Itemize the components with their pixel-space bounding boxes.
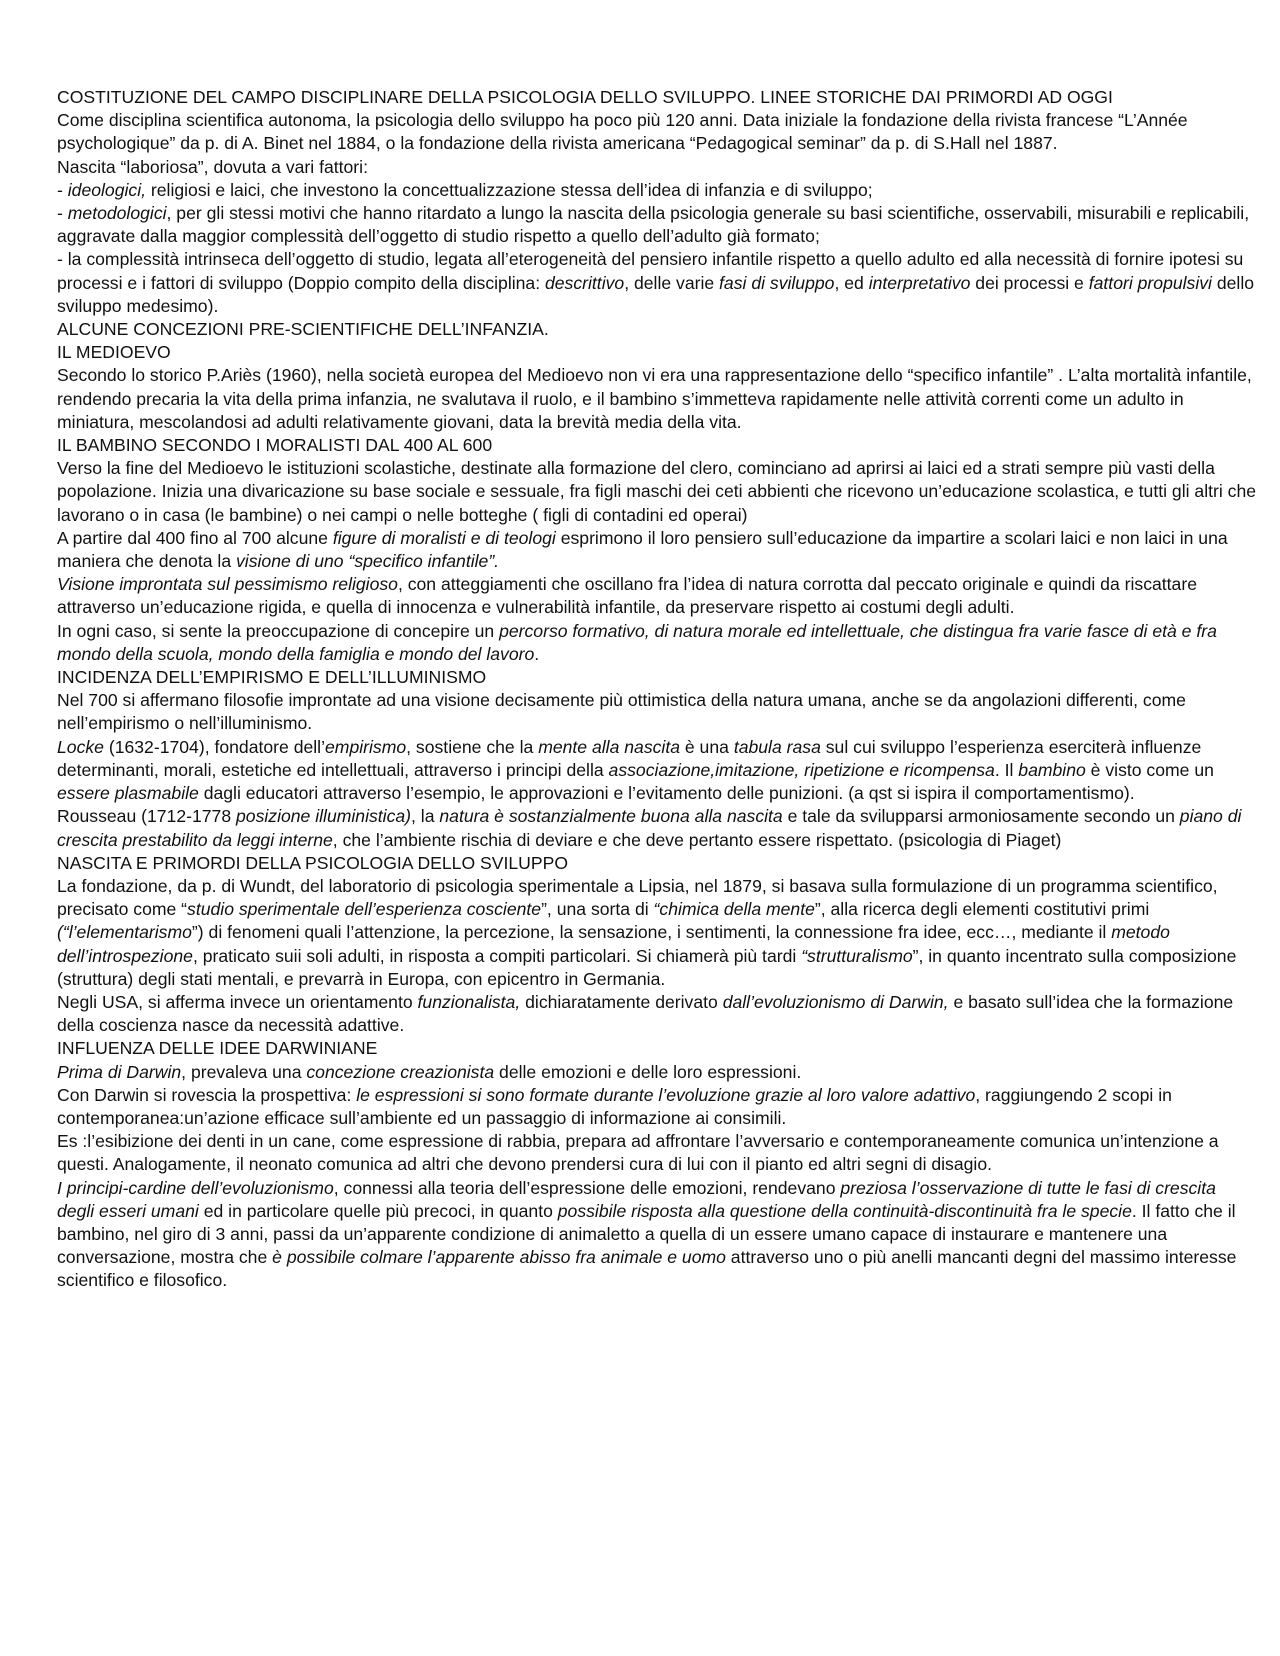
- text-paragraph: [57, 86, 1257, 109]
- italic-text-run: ideologici,: [67, 179, 146, 200]
- text-run: ”, in quanto incentrato sulla composizione (struttura) degli stati mentali, e prevarrà in Europa, con epicentro in Germania.: [57, 945, 1237, 989]
- text-run: Nascita “laboriosa”, dovuta a vari fattori:: [57, 156, 368, 177]
- text-run: Verso la fine del Medioevo le istituzioni scolastiche, destinate alla formazione del clero, cominciano ad aprirsi ai laici ed a strati sempre più vasti della popolazione. Inizia una divaricazione su base sociale e sessuale, fra figli maschi dei ceti abbienti che ricevono un’educazione scolastica, e tutti gli altri che lavorano o in casa (le bambine) o nei campi o nelle botteghe ( figli di contadini ed operai): [57, 458, 1257, 525]
- italic-text-run: figure di moralisti e di teologi: [332, 527, 556, 548]
- text-run: , raggiungendo 2 scopi in contemporanea:un’azione efficace sull’ambiente ed un passaggio di informazione ai consimili.: [57, 1084, 1172, 1128]
- text-run: Con Darwin si rovescia la prospettiva:: [57, 1084, 357, 1105]
- text-run: dei processi e: [970, 272, 1089, 293]
- text-paragraph: [57, 736, 1257, 806]
- text-run: COSTITUZIONE DEL CAMPO DISCIPLINARE DELLA PSICOLOGIA DELLO SVILUPPO. LINEE STORICHE DAI PRIMORDI AD OGGI: [57, 87, 1113, 107]
- italic-text-run: “strutturalismo: [801, 945, 913, 966]
- text-run: sul cui sviluppo l’esperienza eserciterà influenze determinanti, morali, estetiche ed intellettuali, attraverso i principi della: [57, 736, 1202, 780]
- italic-text-run: Visione improntata sul pessimismo religioso: [57, 574, 398, 595]
- document-page: [57, 86, 1257, 1293]
- text-run: ”, alla ricerca degli elementi costitutivi primi: [814, 899, 1150, 920]
- text-run: , connessi alla teoria dell’espressione delle emozioni, rendevano: [333, 1177, 841, 1198]
- text-run: , delle varie: [624, 272, 720, 293]
- italic-text-run: visione di uno “specifico infantile”.: [236, 551, 500, 572]
- text-run: , la: [411, 806, 440, 827]
- italic-text-run: è possibile colmare l’apparente abisso fra animale e uomo: [272, 1247, 726, 1268]
- italic-text-run: mente alla nascita: [538, 736, 680, 757]
- italic-text-run: concezione creazionista: [306, 1061, 495, 1082]
- text-run: INCIDENZA DELL’EMPIRISMO E DELL’ILLUMINISMO: [57, 667, 487, 688]
- text-paragraph: [57, 1037, 1257, 1060]
- text-paragraph: [57, 202, 1257, 248]
- text-paragraph: [57, 573, 1257, 619]
- text-paragraph: [57, 156, 1257, 179]
- text-run: La fondazione, da p. di Wundt, del laboratorio di psicologia sperimentale a Lipsia, nel 1879, si basava sulla formulazione di un programma scientifico, precisato come “: [57, 875, 1218, 920]
- text-paragraph: [57, 109, 1257, 155]
- text-run: è una: [680, 736, 734, 757]
- text-run: dagli educatori attraverso l’esempio, le approvazioni e l’evitamento delle punizioni. (a qst si ispira il comportamentismo).: [198, 783, 1135, 804]
- text-paragraph: [57, 1130, 1257, 1176]
- text-run: dichiaratamente derivato: [520, 991, 723, 1012]
- text-paragraph: [57, 991, 1257, 1037]
- text-paragraph: [57, 1061, 1257, 1084]
- text-run: , per gli stessi motivi che hanno ritardato a lungo la nascita della psicologia generale su basi scientifiche, osservabili, misurabili e replicabili, aggravate dalla maggior complessità dell’oggetto di studio rispetto a quello dell’adulto già formato;: [57, 203, 1250, 247]
- italic-text-run: essere plasmabile: [57, 783, 199, 804]
- text-paragraph: [57, 1177, 1257, 1293]
- text-paragraph: [57, 341, 1257, 364]
- text-run: In ogni caso, si sente la preoccupazione di concepire un: [57, 620, 500, 641]
- italic-text-run: Prima di Darwin: [57, 1061, 182, 1082]
- text-run: esprimono il loro pensiero sull’educazione da impartire a scolari laici e non laici in una maniera che denota la: [57, 527, 1228, 572]
- text-paragraph: [57, 248, 1257, 318]
- text-paragraph: [57, 434, 1257, 457]
- italic-text-run: studio sperimentale dell’esperienza cosciente: [187, 899, 542, 920]
- text-paragraph: [57, 179, 1257, 202]
- italic-text-run: tabula rasa: [733, 736, 821, 757]
- italic-text-run: posizione illuministica): [236, 806, 412, 827]
- text-run: e tale da svilupparsi armoniosamente secondo un: [782, 806, 1180, 827]
- text-run: -: [57, 179, 68, 200]
- italic-text-run: associazione,imitazione, ripetizione e ricompensa: [608, 759, 995, 780]
- italic-text-run: “chimica della mente: [653, 899, 815, 920]
- text-run: INFLUENZA DELLE IDEE DARWINIANE: [57, 1038, 378, 1059]
- italic-text-run: funzionalista,: [417, 991, 521, 1012]
- italic-text-run: piano di crescita prestabilito da leggi interne: [57, 806, 1242, 850]
- text-paragraph: [57, 1084, 1257, 1130]
- italic-text-run: le espressioni si sono formate durante l’evoluzione grazie al loro valore adattivo: [356, 1084, 976, 1105]
- italic-text-run: fattori propulsivi: [1088, 272, 1212, 293]
- text-paragraph: [57, 457, 1257, 527]
- text-paragraph: [57, 805, 1257, 851]
- text-run: delle emozioni e delle loro espressioni.: [494, 1061, 802, 1082]
- text-run: IL MEDIOEVO: [57, 342, 171, 363]
- text-run: ”) di fenomeni quali l’attenzione, la percezione, la sensazione, i sentimenti, la connessione fra idee, ecc…, mediante il: [191, 922, 1112, 943]
- italic-text-run: dall’evoluzionismo di Darwin,: [722, 991, 949, 1012]
- italic-text-run: (“l’elementarismo: [57, 922, 192, 943]
- text-run: , che l’ambiente rischia di deviare e che deve pertanto essere rispettato. (psicologia di Piaget): [332, 829, 1062, 850]
- text-run: Nel 700 si affermano filosofie improntate ad una visione decisamente più ottimistica della natura umana, anche se da angolazioni differenti, come nell’empirismo o nell’illuminismo.: [57, 690, 1186, 734]
- text-paragraph: [57, 364, 1257, 434]
- italic-text-run: natura è sostanzialmente buona alla nascita: [439, 806, 783, 827]
- text-run: A partire dal 400 fino al 700 alcune: [57, 527, 333, 548]
- text-run: dello sviluppo medesimo).: [57, 272, 1255, 316]
- italic-text-run: metodo dell’introspezione: [57, 922, 1170, 966]
- text-paragraph: [57, 318, 1257, 341]
- text-run: Secondo lo storico P.Ariès (1960), nella società europea del Medioevo non vi era una rappresentazione dello “specifico infantile” . L’alta mortalità infantile, rendendo precaria la vita della prima infanzia, ne svalutava il ruolo, e il bambino s’immetteva rapidamente nelle attività correnti come un adulto in miniatura, mescolandosi ad adulti relativamente giovani, data la brevità media della vita.: [57, 365, 1252, 432]
- text-run: Come disciplina scientifica autonoma, la psicologia dello sviluppo ha poco più 120 anni. Data iniziale la fondazione della rivista francese “L’Année psychologique” da p. di A. Binet nel 1884, o la fondazione della rivista americana “Pedagogical seminar” da p. di S.Hall nel 1887.: [57, 110, 1188, 154]
- text-run: Rousseau (1712-1778: [57, 806, 236, 827]
- italic-text-run: percorso formativo, di natura morale ed intellettuale, che distingua fra varie fasce di età e fra mondo della scuola, mondo della famiglia e mondo del lavoro: [57, 620, 1217, 664]
- text-run: . Il fatto che il bambino, nel giro di 3 anni, passi da un’apparente condizione di animaletto a quella di un essere umano capace di instaurare e mantenere una conversazione, mostra che: [57, 1200, 1236, 1268]
- text-run: NASCITA E PRIMORDI DELLA PSICOLOGIA DELLO SVILUPPO: [57, 852, 569, 873]
- text-paragraph: [57, 852, 1257, 875]
- text-paragraph: [57, 875, 1257, 991]
- text-run: , con atteggiamenti che oscillano fra l’idea di natura corrotta dal peccato originale e quindi da riscattare attraverso un’educazione rigida, e quella di innocenza e vulnerabilità infantile, da preservare rispetto ai costumi degli adulti.: [57, 574, 1197, 618]
- italic-text-run: empirismo: [325, 736, 407, 757]
- text-paragraph: [57, 666, 1257, 689]
- text-run: , praticato suii soli adulti, in risposta a compiti particolari. Si chiamerà più tardi: [192, 945, 802, 966]
- text-run: , prevaleva una: [181, 1061, 307, 1082]
- text-run: . Il: [994, 759, 1019, 780]
- text-run: ALCUNE CONCEZIONI PRE-SCIENTIFICHE DELL’INFANZIA.: [57, 319, 549, 340]
- italic-text-run: preziosa l’osservazione di tutte le fasi di crescita degli esseri umani: [57, 1177, 1216, 1221]
- italic-text-run: possibile risposta alla questione della continuità-discontinuità fra le specie: [557, 1200, 1132, 1221]
- text-run: ed in particolare quelle più precoci, in quanto: [198, 1200, 558, 1221]
- italic-text-run: bambino: [1018, 759, 1086, 780]
- italic-text-run: Locke: [57, 736, 104, 757]
- italic-text-run: I principi-cardine dell’evoluzionismo: [57, 1177, 334, 1198]
- text-run: attraverso uno o più anelli mancanti degni del massimo interesse scientifico e filosofico.: [57, 1247, 1237, 1291]
- text-run: , sostiene che la: [406, 736, 539, 757]
- italic-text-run: interpretativo: [868, 272, 971, 293]
- text-paragraph: [57, 689, 1257, 735]
- italic-text-run: metodologici: [67, 203, 167, 224]
- text-run: ”, una sorta di: [541, 899, 654, 920]
- text-run: , ed: [834, 272, 869, 293]
- text-paragraph: [57, 620, 1257, 666]
- text-run: -: [57, 203, 68, 224]
- text-run: - la complessità intrinseca dell’oggetto di studio, legata all’eterogeneità del pensiero infantile rispetto a quello adulto ed alla necessità di fornire ipotesi su processi e i fattori di sviluppo (Doppio compito della disciplina:: [57, 249, 1244, 293]
- text-run: religiosi e laici, che investono la concettualizzazione stessa dell’idea di infanzia e di sviluppo;: [146, 179, 873, 200]
- text-run: è visto come un: [1085, 759, 1214, 780]
- text-run: e basato sull’idea che la formazione della coscienza nasce da necessità adattive.: [57, 991, 1234, 1036]
- text-run: Negli USA, si afferma invece un orientamento: [57, 991, 418, 1012]
- text-run: (1632-1704), fondatore dell’: [103, 736, 326, 757]
- text-run: IL BAMBINO SECONDO I MORALISTI DAL 400 AL 600: [57, 435, 493, 456]
- text-paragraph: [57, 527, 1257, 573]
- text-run: Es :l’esibizione dei denti in un cane, come espressione di rabbia, prepara ad affrontare l’avversario e contemporaneamente comunica un’intenzione a questi. Analogamente, il neonato comunica ad altri che devono prendersi cura di lui con il pianto ed altri segni di disagio.: [57, 1131, 1219, 1175]
- italic-text-run: fasi di sviluppo: [719, 272, 835, 293]
- text-run: .: [534, 643, 540, 664]
- italic-text-run: descrittivo: [544, 272, 625, 293]
